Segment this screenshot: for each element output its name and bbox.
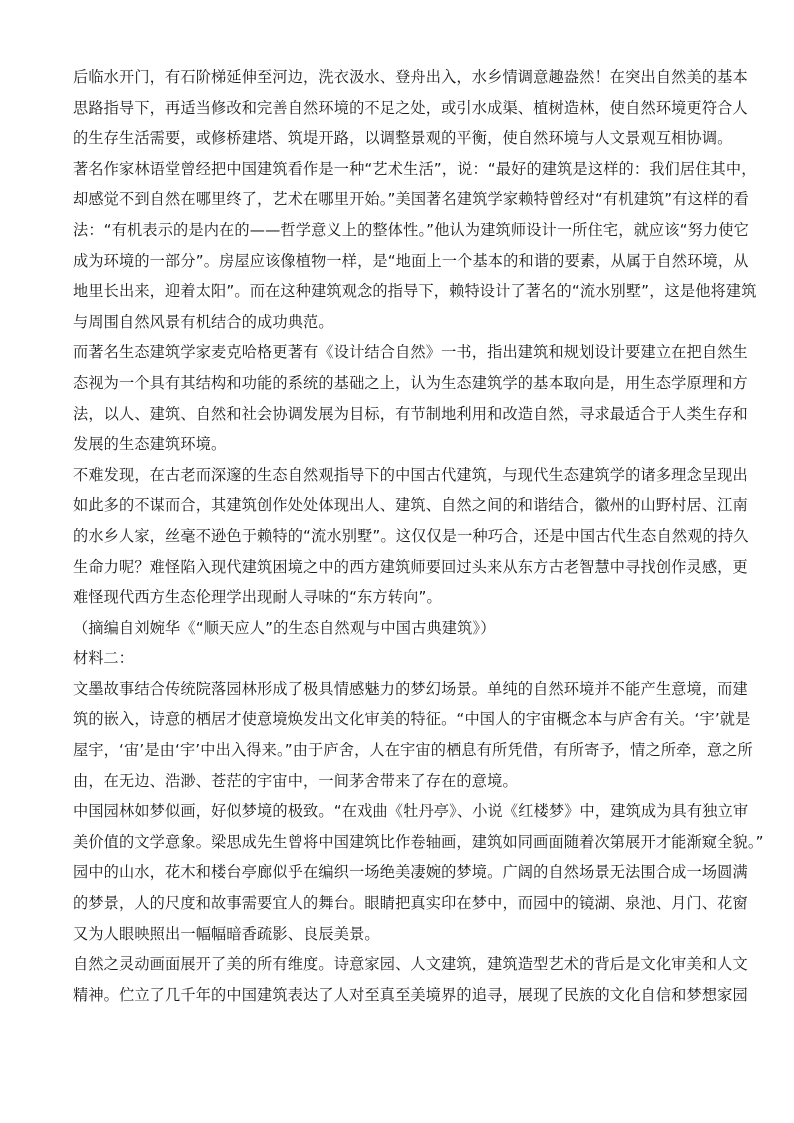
text-line: 不难发现，在古老而深邃的生态自然观指导下的中国古代建筑，与现代生态建筑学的诸多理念呈现出 [73,465,748,484]
text-line: 中国园林如梦似画，好似梦境的极致。“在戏曲《牡丹亭》、小说《红楼梦》中，建筑成为具有独立审 [73,802,749,821]
text-line: 却感觉不到自然在哪里终了，艺术在哪里开始。”美国著名建筑学家赖特曾经对“有机建筑”有这样的看 [73,190,749,209]
paragraph [73,460,749,613]
paragraph [73,337,748,459]
material-two-body [73,674,764,1011]
text-line: 发展的生态建筑环境。 [73,435,227,454]
text-line: 又为人眼映照出一幅幅暗香疏影、良辰美景。 [73,924,380,943]
text-line: 文墨故事结合传统院落园林形成了极具情感魅力的梦幻场景。单纯的自然环境并不能产生意境，而建 [73,679,748,698]
document-page [73,62,764,1010]
material-one-body [73,62,757,613]
material-two-heading: 材料二： [73,649,134,668]
paragraph [73,796,764,949]
paragraph [73,674,753,796]
text-line: 的梦景，人的尺度和故事需要宜人的舞台。眼睛把真实印在梦中，而园中的镜湖、泉池、月门、花窗 [73,894,748,913]
text-line: 法：“有机表示的是内在的——哲学意义上的整体性。”他认为建筑师设计一所住宅，就应该“努力使它 [73,220,749,239]
text-line: 法，以人、建筑、自然和社会协调发展为目标，有节制地利用和改造自然，寻求最适合于人类生存和 [73,404,748,423]
text-line: 思路指导下，再适当修改和完善自然环境的不足之处，或引水成渠、植树造林，使自然环境更符合人 [73,98,748,117]
text-line: 著名作家林语堂曾经把中国建筑看作是一种“艺术生活”，说：“最好的建筑是这样的：我们居住其中， [73,159,757,178]
text-line: 地里长出来，迎着太阳”。而在这种建筑观念的指导下，赖特设计了著名的“流水别墅”，这是他将建筑 [73,282,757,301]
text-line: 生命力呢？难怪陷入现代建筑困境之中的西方建筑师要回过头来从东方古老智慧中寻找创作灵感，更 [73,557,748,576]
text-line: 而著名生态建筑学家麦克哈格更著有《设计结合自然》一书，指出建筑和规划设计要建立在把自然生 [73,343,748,362]
text-line: 筑的嵌入，诗意的栖居才使意境焕发出文化审美的特征。“中国人的宇宙概念本与庐舍有关。‘宇’就是 [73,710,751,729]
text-line: 态视为一个具有其结构和功能的系统的基础之上，认为生态建筑学的基本取向是，用生态学原理和方 [73,373,748,392]
paragraph [73,62,748,154]
text-line: 与周围自然风景有机结合的成功典范。 [73,312,334,331]
paragraph [73,154,757,338]
text-line: 成为环境的一部分”。房屋应该像植物一样，是“地面上一个基本的和谐的要素，从属于自然环境，从 [73,251,749,270]
text-line: 自然之灵动画面展开了美的所有维度。诗意家园、人文建筑，建筑造型艺术的背后是文化审美和人文 [73,955,748,974]
paragraph [73,949,748,1010]
text-line: 的水乡人家，丝毫不逊色于赖特的“流水别墅”。这仅仅是一种巧合，还是中国古代生态自然观的持久 [73,526,749,545]
text-line: 园中的山水，花木和楼台亭廊似乎在编织一场绝美凄婉的梦境。广阔的自然场景无法围合成一场圆满 [73,863,748,882]
text-line: 由，在无边、浩渺、苍茫的宇宙中，一间茅舍带来了存在的意境。 [73,771,518,790]
text-line: 的生存生活需要，或修桥建塔、筑堤开路，以调整景观的平衡，使自然环境与人文景观互相协调。 [73,129,733,148]
text-line: 后临水开门，有石阶梯延伸至河边，洗衣汲水、登舟出入，水乡情调意趣盎然！在突出自然美的基本 [73,68,748,86]
text-line: 精神。伫立了几千年的中国建筑表达了人对至真至美境界的追寻，展现了民族的文化自信和梦想家园 [73,985,748,1004]
text-line: 屋宇，‘宙’是由‘宇’中出入得来。”由于庐舍，人在宇宙的栖息有所凭借，有所寄予，情之所牵，意之所 [73,741,753,760]
source-citation: （摘编自刘婉华《“顺天应人”的生态自然观与中国古典建筑》） [73,618,496,637]
text-line: 如此多的不谋而合，其建筑创作处处体现出人、建筑、自然之间的和谐结合，徽州的山野村居、江南 [73,496,748,515]
text-line: 美价值的文学意象。梁思成先生曾将中国建筑比作卷轴画，建筑如同画面随着次第展开才能渐窥全貌。” [73,832,764,851]
text-line: 难怪现代西方生态伦理学出现耐人寻味的“东方转向”。 [73,588,442,607]
